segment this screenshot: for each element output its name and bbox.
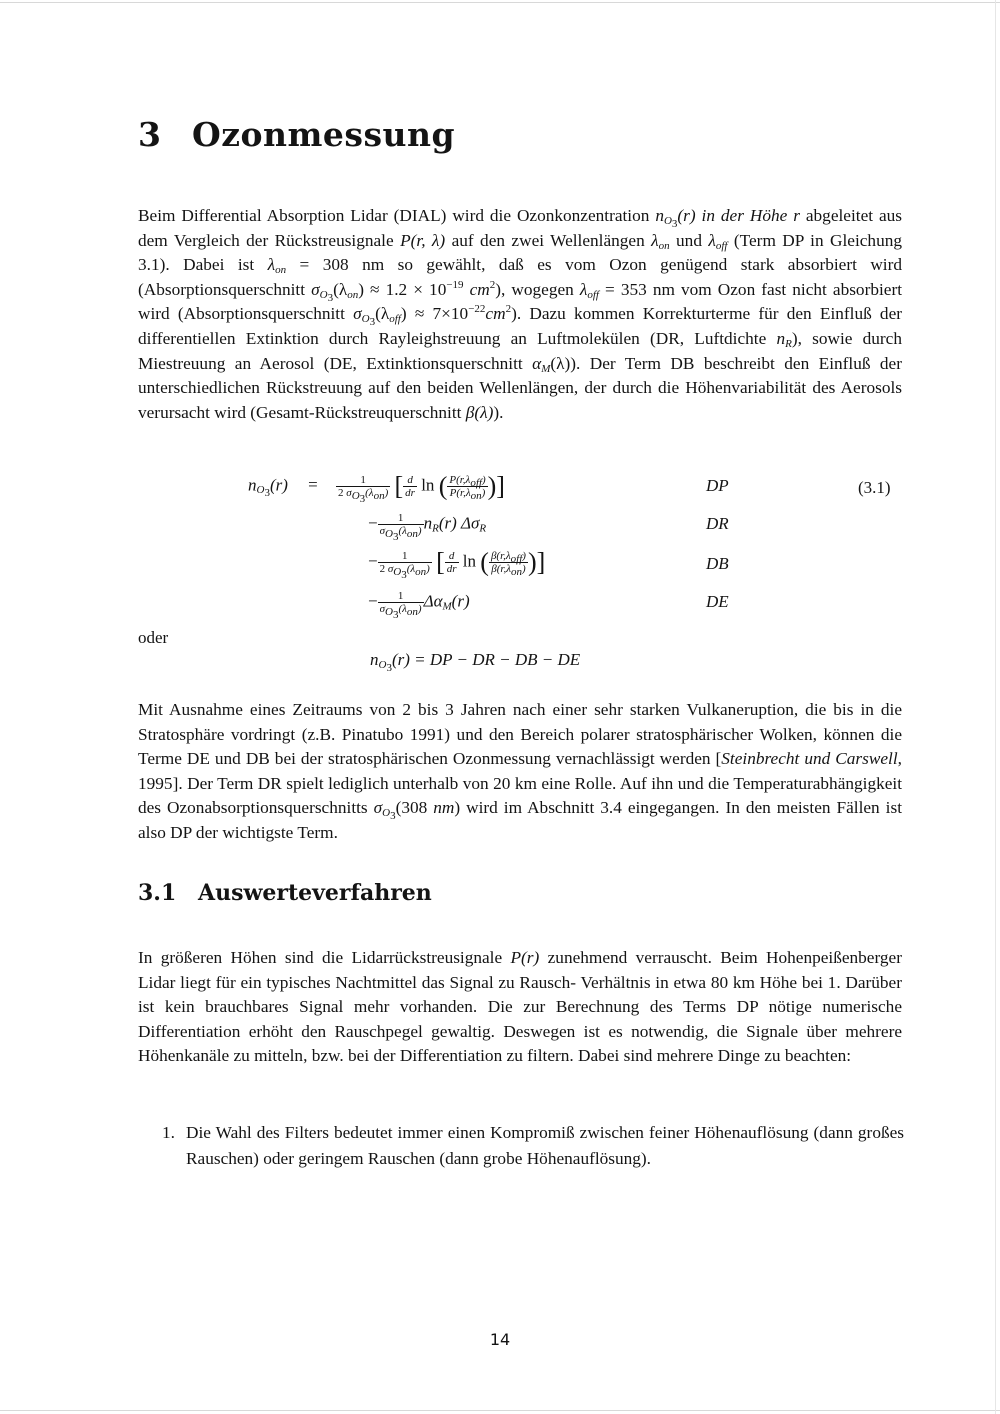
section-number: 3.1 [138,880,177,906]
page-number: 14 [489,1330,511,1349]
intro-paragraph: Beim Differential Absorption Lidar (DIAL) wird die Ozonkonzentration $n_{O_3}(r)$ in der Höhe r abgeleitet aus dem Vergleich der Rückstreusignale P(r, λ) auf den zwei Wellenlängen $\lambda_{on}$ und $\lambda_{off}$ (Term DP in Gleichung 3.1). Dabei ist $\lambda_{on} = 308$ nm so gewählt, daß es vom Ozon genügend stark absorbiert wird (Absorptionsquerschnitt $\sigma_{O_3}(\lambda_{on}) \approx 1.2 \times 10^{-19}$ $cm^2$), wogegen $\lambda_{off} = 353$ nm vom Ozon fast nicht absorbiert wird (Absorptionsquerschnitt $\sigma_{O_3}(\lambda_{off}) \approx 7\times 10^{-22}cm^2$). Dazu kommen Korrekturterme für den Einfluß der differentiellen Extinktion durch Rayleighstreuung an Luftmolekülen (DR, Luftdichte $n_R$), sowie durch Miestreuung an Aerosol (DE, Extinktionsquerschnitt $\alpha_M(\lambda)$). Der Term DB beschreibt den Einfluß der unterschiedlichen Rückstreuung auf den beiden Wellenlängen, der durch die Höhenvariabilität des Aerosols verursacht wird (Gesamt-Rückstreuquerschnitt β(λ)). [138,206,903,422]
paragraph-2: Mit Ausnahme eines Zeitraums von 2 bis 3 Jahren nach einer sehr starken Vulkaneruption, die bis in die Stratosphäre vordringt (z.B. Pinatubo 1991) und den Bereich polarer stratosphärischer Wolken, können die Terme DE und DB bei der stratosphärischen Ozonmessung vernachlässigt werden [Steinbrecht und Carswell, 1995]. Der Term DR spielt lediglich unterhalb von 20 km eine Rolle. Auf ihn und die Temperaturabhängigkeit des Ozonabsorptionsquerschnitts $\sigma_{O_3}(308$ nm) wird im Abschnitt 3.4 eingegangen. In den meisten Fällen ist also DP der wichtigste Term. [138,700,902,842]
label-dr: DR [706,514,729,533]
list-item [162,1120,904,1172]
chapter-number: 3 [138,115,162,154]
label-db: DB [706,554,729,573]
equation-line-dr: − $\frac{1}{\sigma_{O_3}(\lambda_{on})}$ $n_R(r)$ $\Delta\sigma_R$ [368,512,487,543]
section-heading [138,880,432,906]
equation-line-db: − $\frac{1}{2 \sigma_{O_3}(\lambda_{on})}$ [ $\frac{d}{dr}$ ln ( $\frac{\beta(r,\lambda_{off})}{\beta(r,\lambda_{on})}$ )] [368,547,546,581]
section-title: Auswerteverfahren [198,880,432,906]
label-de: DE [706,592,729,611]
paragraph-3: In größeren Höhen sind die Lidarrückstreusignale P(r) zunehmend verrauscht. Beim Hohenpeißenberger Lidar liegt für ein typisches Nachtmittel das Signal zu Rausch- Verhältnis in etwa 80 km Höhe bei 1. Darüber ist kein brauchbares Signal mehr vorhanden. Die zur Berechnung des Terms DP nötige numerische Differentiation erhöht den Rauschpegel gewaltig. Deswegen ist es notwendig, die Signale über mehrere Höhenkanäle zu mitteln, bzw. bei der Differentiation zu filtern. Dabei sind mehrere Dinge zu beachten: [138,948,902,1066]
equation-summary: $n_{O_3}(r)$ = DP − DR − DB − DE [370,650,581,674]
equation-line-de: − $\frac{1}{\sigma_{O_3}(\lambda_{on})}$ $\Delta\alpha_M(r)$ [368,590,470,621]
oder-label: oder [138,628,169,647]
list-marker: 1. [162,1123,175,1142]
scan-edge-bottom [0,1410,1000,1411]
list-item-text: Die Wahl des Filters bedeutet immer einen Kompromiß zwischen feiner Höhenauflösung (dann großes Rauschen) oder geringem Rauschen (dann grobe Höhenauflösung). [186,1123,904,1168]
chapter-heading [138,115,455,154]
equation-number: (3.1) [858,478,891,497]
label-dp: DP [706,476,729,495]
scan-edge-top [0,2,1000,3]
equation-line-dp: $n_{O_3}(r)$ = $\frac{1}{2 \sigma_{O_3}(\lambda_{on})}$ [ $\frac{d}{dr}$ ln ( $\frac{P(r,\lambda_{off})}{P(r,\lambda_{on})}$ )] [248,471,505,505]
scan-edge-right [995,0,996,1414]
chapter-title: Ozonmessung [192,115,456,154]
